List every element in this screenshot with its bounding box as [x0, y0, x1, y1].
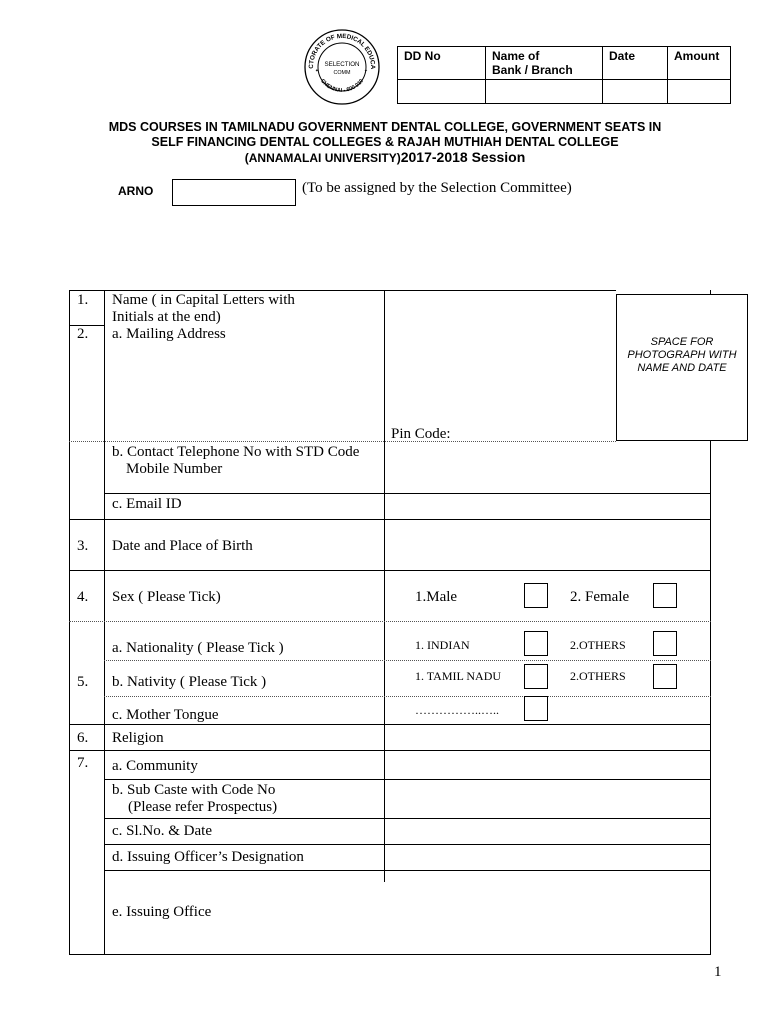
- mailing-address-field[interactable]: [386, 326, 614, 426]
- heading-university: (ANNAMALAI UNIVERSITY): [244, 151, 401, 165]
- female-option-label: 2. Female: [570, 589, 630, 605]
- selection-committee-seal: [303, 28, 381, 106]
- email-field[interactable]: [386, 495, 708, 517]
- payment-details-table: [397, 46, 731, 104]
- seal-center-line2: COMM: [333, 70, 351, 76]
- tamilnadu-checkbox[interactable]: [524, 664, 548, 689]
- row7-number: 7.: [77, 755, 89, 771]
- tamilnadu-option-label: 1. TAMIL NADU: [415, 669, 502, 683]
- mother-tongue-box[interactable]: [524, 696, 548, 721]
- community-field[interactable]: [386, 752, 708, 777]
- amount-cell[interactable]: [668, 80, 731, 104]
- seal-bottom-text: CHENNAI - 600 010: [319, 78, 365, 94]
- mother-tongue-dots: ……………..…..: [415, 703, 499, 717]
- seal-center-line1: SELECTION: [324, 61, 360, 68]
- svg-text:✦: ✦: [315, 68, 319, 73]
- row6-number: 6.: [77, 730, 89, 746]
- seal-ring-text: CTORATE OF MEDICAL EDUCA: [307, 32, 377, 69]
- mobile-label: Mobile Number: [126, 461, 223, 477]
- issuing-officer-field[interactable]: [386, 846, 708, 868]
- date-header: Date: [603, 47, 668, 80]
- amount-header: Amount: [668, 47, 731, 80]
- heading-line2: SELF FINANCING DENTAL COLLEGES & RAJAH MUTHIAH DENTAL COLLEGE: [151, 135, 619, 149]
- female-checkbox[interactable]: [653, 583, 677, 608]
- name-field[interactable]: [386, 292, 614, 324]
- issuing-office-label: e. Issuing Office: [112, 904, 212, 920]
- page-number: 1: [714, 964, 722, 980]
- religion-field[interactable]: [386, 726, 708, 748]
- religion-label: Religion: [112, 730, 164, 746]
- telephone-field[interactable]: [386, 443, 708, 491]
- indian-checkbox[interactable]: [524, 631, 548, 656]
- dd-no-cell[interactable]: [398, 80, 486, 104]
- svg-text:✦: ✦: [364, 68, 368, 73]
- row3-number: 3.: [77, 538, 89, 554]
- date-cell[interactable]: [603, 80, 668, 104]
- dd-no-header: DD No: [398, 47, 486, 80]
- nativity-label: b. Nativity ( Please Tick ): [112, 674, 267, 690]
- issuing-office-field[interactable]: [106, 872, 708, 952]
- name-label-line2: Initials at the end): [112, 309, 221, 325]
- row4-number: 4.: [77, 589, 89, 605]
- email-label: c. Email ID: [112, 496, 182, 512]
- heading-session: 2017-2018 Session: [400, 149, 526, 165]
- heading-line1: MDS COURSES IN TAMILNADU GOVERNMENT DENTAL COLLEGE, GOVERNMENT SEATS IN: [108, 120, 662, 134]
- male-checkbox[interactable]: [524, 583, 548, 608]
- sex-label: Sex ( Please Tick): [112, 589, 221, 605]
- row1-number: 1.: [77, 292, 89, 308]
- telephone-label: b. Contact Telephone No with STD Code: [112, 444, 360, 460]
- issuing-officer-label: d. Issuing Officer’s Designation: [112, 849, 304, 865]
- arno-label: ARNO: [118, 184, 154, 198]
- mailing-address-label: a. Mailing Address: [112, 326, 226, 342]
- arno-note: (To be assigned by the Selection Committee): [302, 180, 572, 196]
- indian-option-label: 1. INDIAN: [415, 638, 470, 652]
- heading-line3: [60, 150, 710, 166]
- dob-label: Date and Place of Birth: [112, 538, 253, 554]
- name-label-line1: Name ( in Capital Letters with: [112, 292, 295, 308]
- bank-branch-cell[interactable]: [486, 80, 603, 104]
- subcaste-label-line1: b. Sub Caste with Code No: [112, 782, 276, 798]
- subcaste-field[interactable]: [386, 781, 708, 816]
- photograph-instruction: SPACE FOR PHOTOGRAPH WITH NAME AND DATE: [627, 336, 737, 374]
- mother-tongue-label: c. Mother Tongue: [112, 707, 219, 723]
- arno-input-box[interactable]: [172, 179, 296, 206]
- community-label: a. Community: [112, 758, 198, 774]
- nativity-others-checkbox[interactable]: [653, 664, 677, 689]
- subcaste-label-line2: (Please refer Prospectus): [128, 799, 278, 815]
- nationality-others-checkbox[interactable]: [653, 631, 677, 656]
- row2-number: 2.: [77, 326, 89, 342]
- photograph-box[interactable]: [616, 294, 748, 441]
- dob-field[interactable]: [386, 521, 708, 568]
- slno-date-field[interactable]: [386, 820, 708, 842]
- male-option-label: 1.Male: [415, 589, 458, 605]
- seal-graphic: [303, 28, 381, 106]
- nationality-others-label: 2.OTHERS: [570, 638, 626, 652]
- pin-code-label: Pin Code:: [391, 426, 451, 442]
- nativity-others-label: 2.OTHERS: [570, 669, 626, 683]
- nationality-label: a. Nationality ( Please Tick ): [112, 640, 284, 656]
- slno-date-label: c. Sl.No. & Date: [112, 823, 212, 839]
- bank-branch-header: Name of Bank / Branch: [486, 47, 603, 80]
- row5-number: 5.: [77, 674, 89, 690]
- form-heading: [60, 120, 710, 166]
